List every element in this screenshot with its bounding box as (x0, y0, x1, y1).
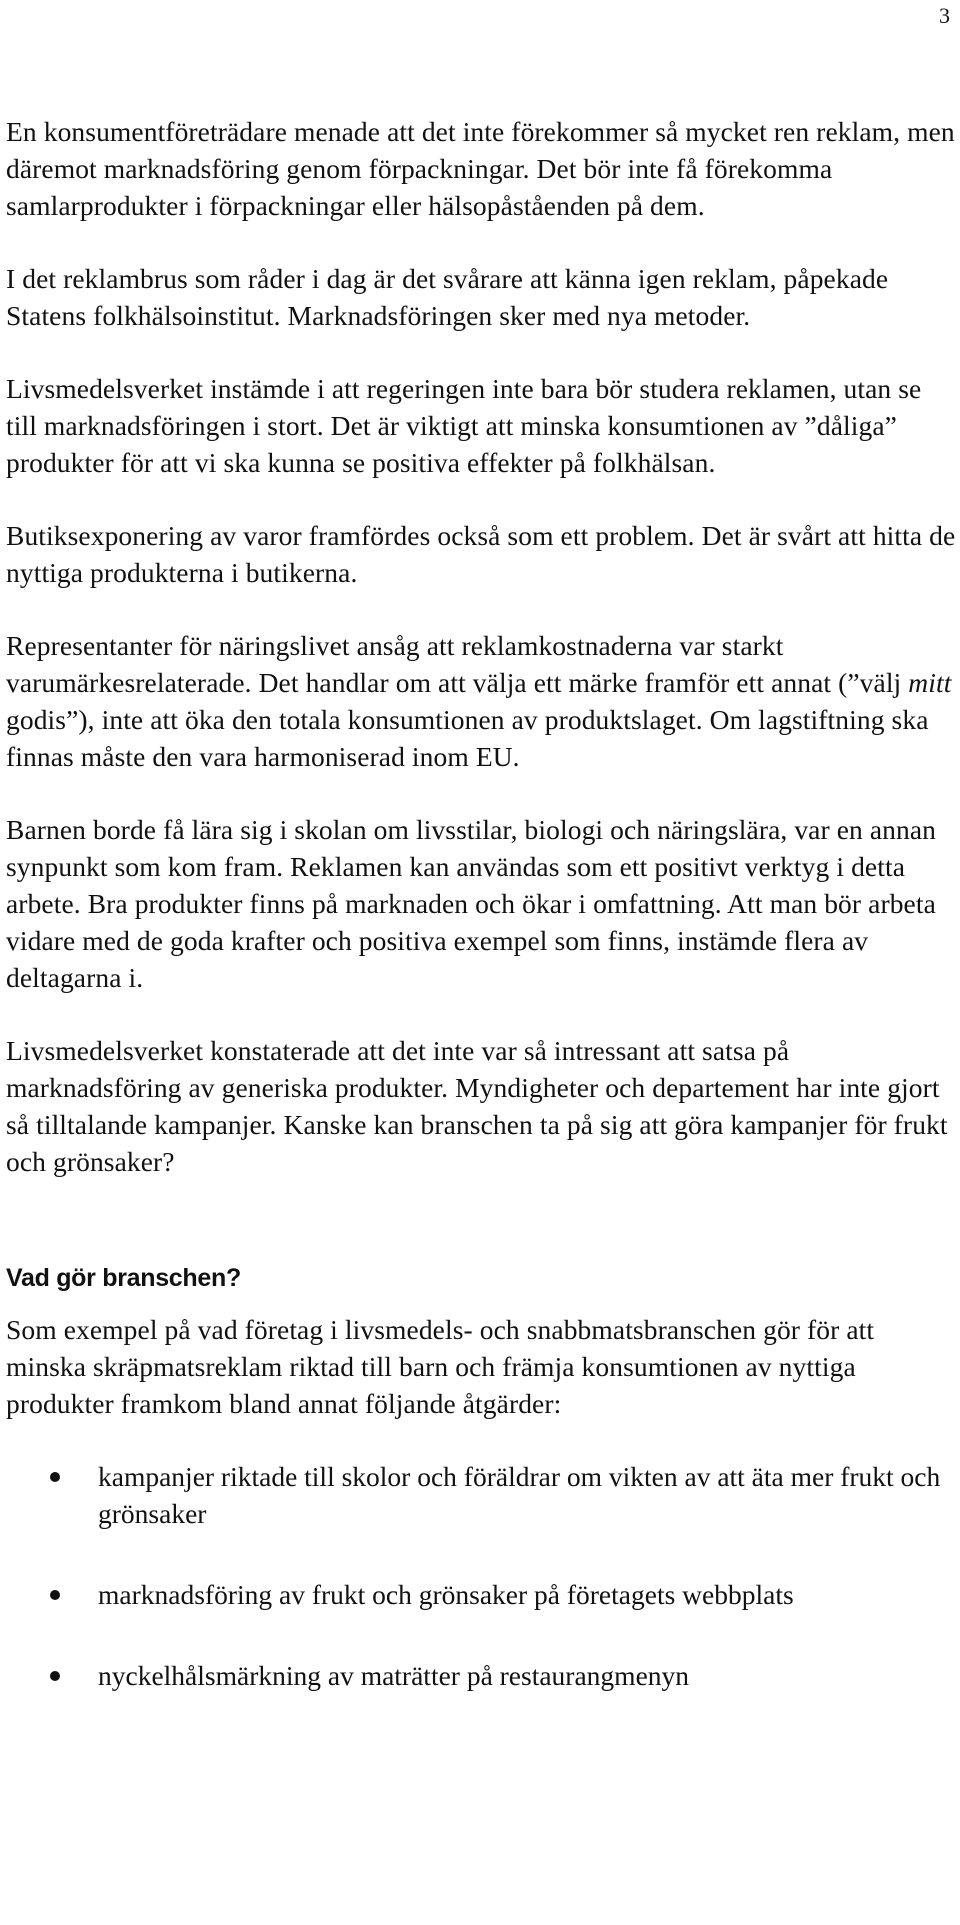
paragraph-store-exposure: Butiksexponering av varor framfördes också som ett problem. Det är svårt att hitta de nyttiga produkterna i butikerna. (6, 520, 956, 588)
paragraph-text-part: Representanter för näringslivet ansåg att reklamkostnaderna var starkt varumärkesrelaterade. Det handlar om att välja ett märke framför ett annat (”välj (6, 630, 909, 698)
paragraph-industry-representatives (6, 627, 956, 775)
paragraph-advertising-noise: I det reklambrus som råder i dag är det svårare att känna igen reklam, påpekade Statens folkhälsoinstitut. Marknadsföringen sker med nya metoder. (6, 263, 889, 331)
list-item (6, 1576, 956, 1613)
list-item (6, 1458, 956, 1532)
document-body (6, 113, 956, 1738)
paragraph-consumer-representative: En konsumentföreträdare menade att det inte förekommer så mycket ren reklam, men däremot marknadsföring genom förpackningar. Det bör inte få förekomma samlarprodukter i förpackningar eller hälsopåståenden på dem. (6, 116, 955, 221)
paragraph-children-school: Barnen borde få lära sig i skolan om livsstilar, biologi och näringslära, var en annan synpunkt som kom fram. Reklamen kan användas som ett positivt verktyg i detta arbete. Bra produkter finns på marknaden och ökar i omfattning. Att man bör arbeta vidare med de goda krafter och positiva exempel som finns, instämde flera av deltagarna i. (6, 814, 937, 993)
emphasis-text: mitt (908, 667, 952, 698)
list-item-text: marknadsföring av frukt och grönsaker på företagets webbplats (98, 1579, 794, 1610)
list-item-text: kampanjer riktade till skolor och föräldrar om vikten av att äta mer frukt och grönsaker (98, 1461, 941, 1529)
bullet-icon (50, 1590, 60, 1600)
bullet-icon (50, 1671, 60, 1681)
paragraph-text-part: godis”), inte att öka den totala konsumtionen av produktslaget. Om lagstiftning ska finnas måste den vara harmoniserad inom EU. (6, 704, 929, 772)
paragraph-food-agency-marketing: Livsmedelsverket instämde i att regeringen inte bara bör studera reklamen, utan se till marknadsföringen i stort. Det är viktigt att minska konsumtionen av ”dåliga” produkter för att vi ska kunna se positiva effekter på folkhälsan. (6, 373, 922, 478)
list-item-text: nyckelhålsmärkning av maträtter på restaurangmenyn (98, 1660, 690, 1691)
bullet-icon (50, 1472, 60, 1482)
section-heading: Vad gör branschen? (6, 1264, 241, 1292)
measures-list (6, 1458, 956, 1694)
section-intro: Som exempel på vad företag i livsmedels- och snabbmatsbranschen gör för att minska skräpmatsreklam riktad till barn och främja konsumtionen av nyttiga produkter framkom bland annat följande åtgärder: (6, 1314, 875, 1419)
page-number: 3 (939, 3, 950, 28)
paragraph-generic-products: Livsmedelsverket konstaterade att det inte var så intressant att satsa på marknadsföring av generiska produkter. Myndigheter och departement har inte gjort så tilltalande kampanjer. Kanske kan branschen ta på sig att göra kampanjer för frukt och grönsaker? (6, 1035, 948, 1177)
list-item (6, 1657, 956, 1694)
